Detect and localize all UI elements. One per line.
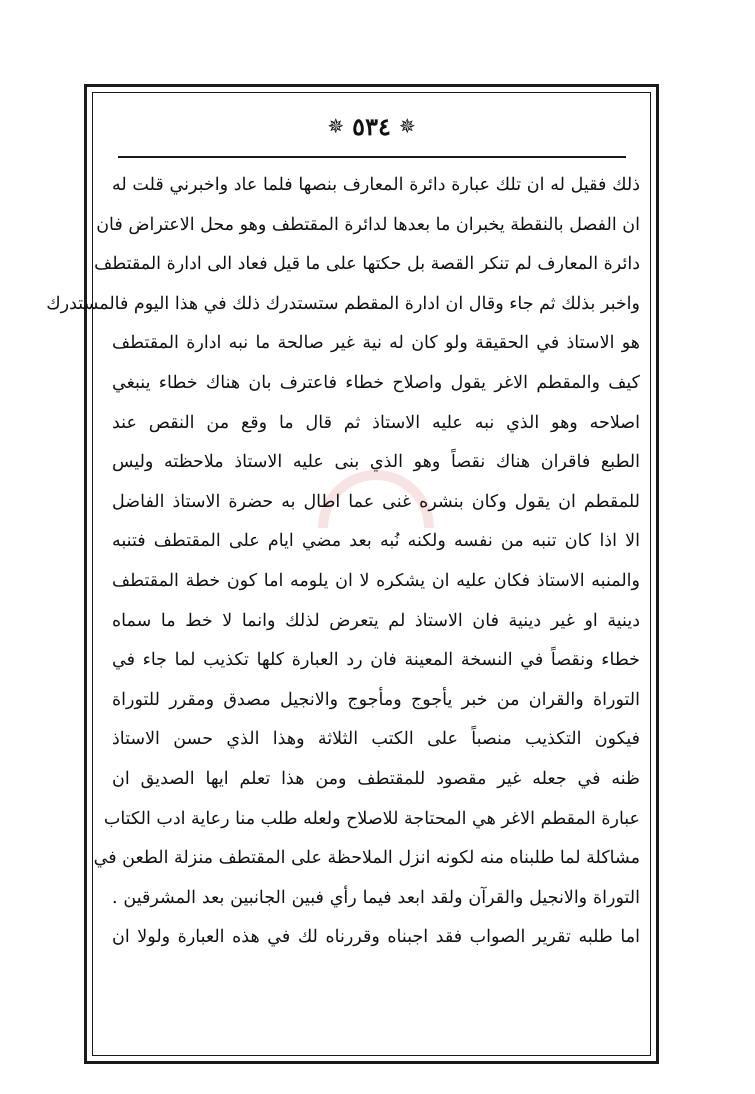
text-line: اصلاحه وهو الذي نبه عليه الاستاذ ثم قال ما وقع من النقص عند xyxy=(112,412,640,433)
text-line: فيكون التكذيب منصباً على الكتب الثلاثة وهذا الذي حسن الاستاذ xyxy=(112,729,640,750)
text-line: دائرة المعارف لم تنكر القصة بل حكتها على ما قيل فعاد الى ادارة المقتطف xyxy=(94,254,640,275)
text-line: والمنبه الاستاذ فكان عليه ان يشكره لا ان يلومه اما كون خطة المقتطف xyxy=(112,570,640,591)
text-line: الا اذا كان تنبه من نفسه ولكنه نُبه بعد مضي ايام على المقتطف فتنبه xyxy=(112,531,640,552)
text-line: دينية او غير دينية فان الاستاذ لم يتعرض لذلك وانما لا خط ما سماه xyxy=(112,610,640,631)
text-line: مشاكلة لما طلبناه منه لكونه انزل الملاحظة على المقتطف منزلة الطعن في xyxy=(93,848,640,869)
text-line: ذلك فقيل له ان تلك عبارة دائرة المعارف بنصها فلما عاد واخبرني قلت له xyxy=(112,175,640,195)
header-divider xyxy=(118,156,626,158)
text-line: الطبع فاقران هناك نقصاً وهو الذي بنى عليه الاستاذ ملاحظته وليس xyxy=(112,452,640,473)
page-header xyxy=(92,106,651,146)
ornament-left-icon: ✵ xyxy=(327,114,345,138)
text-line: ظنه في جعله غير مقصود للمقتطف ومن هذا تعلم ايها الصديق ان xyxy=(112,768,640,789)
text-line: التوراة والقران من خبر يأجوج ومأجوج والانجيل مصدق ومقرر للتوراة xyxy=(112,689,640,710)
body-text xyxy=(46,166,640,958)
text-line: هو الاستاذ في الحقيقة ولو كان له نية غير صالحة ما نبه ادارة المقتطف xyxy=(112,333,640,354)
page-number: ٥٣٤ xyxy=(352,111,391,141)
text-line: للمقطم ان يقول وكان بنشره غنى عما اطال به حضرة الاستاذ الفاضل xyxy=(112,491,640,512)
text-line: عبارة المقطم الاغر هي المحتاجة للاصلاح ولعله طلب منا رعاية ادب الكتاب xyxy=(103,808,640,829)
text-line: واخبر بذلك ثم جاء وقال ان ادارة المقطم ستستدرك ذلك في هذا اليوم فالمستدرك xyxy=(46,293,640,314)
text-line: خطاء ونقصاً في النسخة المعينة فان رد العبارة كلها تكذيب لما جاء في xyxy=(112,650,640,671)
ornament-right-icon: ✵ xyxy=(398,114,416,138)
text-line: التوراة والانجيل والقرآن ولقد ابعد فيما رأي فبين الجانبين بعد المشرقين . xyxy=(112,887,640,908)
text-line: كيف والمقطم الاغر يقول واصلاح خطاء فاعترف بان هناك خطاء ينبغي xyxy=(112,372,640,393)
text-line: اما طلبه تقرير الصواب فقد اجبناه وقررناه لك في هذه العبارة ولولا ان xyxy=(112,927,640,948)
text-line: ان الفصل بالنقطة يخبران ما بعدها لدائرة المقتطف وهو محل الاعتراض فان xyxy=(96,214,640,235)
